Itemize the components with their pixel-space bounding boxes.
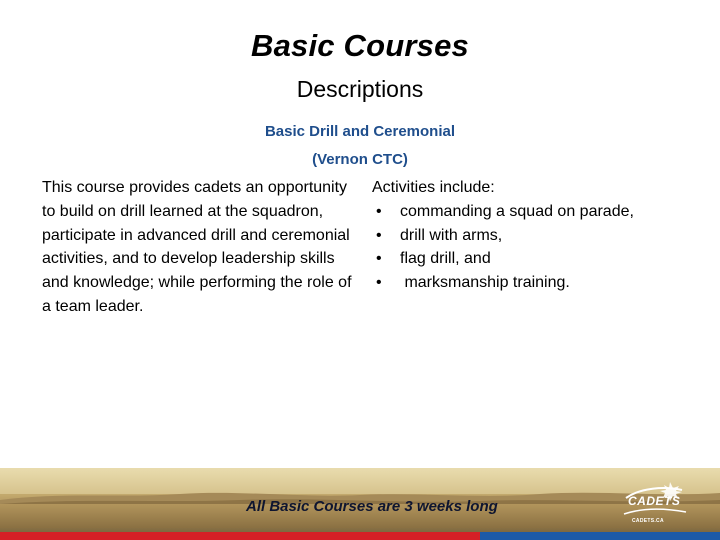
course-description: This course provides cadets an opportunity to build on drill learned at the squadron, participate in advanced drill and ceremonial activities, and to develop leadership skills and knowledge; while performing the role of a team leader. [42,179,352,315]
activities-heading: Activities include: [372,179,495,196]
activity-text: marksmanship training. [400,274,570,292]
footer-note: All Basic Courses are 3 weeks long [246,498,498,515]
bullet-icon: • [376,226,382,244]
bullet-icon: • [376,250,382,268]
activity-text: drill with arms, [400,226,503,244]
footer-stripe-blue [480,532,720,540]
activity-text: flag drill, and [400,250,491,268]
slide-subtitle: Descriptions [296,76,424,102]
activity-item [372,200,702,224]
logo-text: CADETS [628,494,681,508]
course-title [0,118,720,174]
footer-banner [0,468,720,540]
course-title-line-1: Basic Drill and Ceremonial [264,123,456,140]
activities-block [372,176,702,295]
slide-title: Basic Courses [251,28,469,63]
activity-text: commanding a squad on parade, [400,202,634,220]
activity-item [372,224,702,248]
bullet-icon: • [376,202,382,220]
activity-item [372,271,702,295]
logo-subtext: CADETS.CA [632,518,664,524]
activities-list [372,200,702,295]
course-title-line-2: (Vernon CTC) [312,151,408,168]
footer-stripe-red [0,532,480,540]
activity-item [372,247,702,271]
bullet-icon: • [376,274,382,292]
